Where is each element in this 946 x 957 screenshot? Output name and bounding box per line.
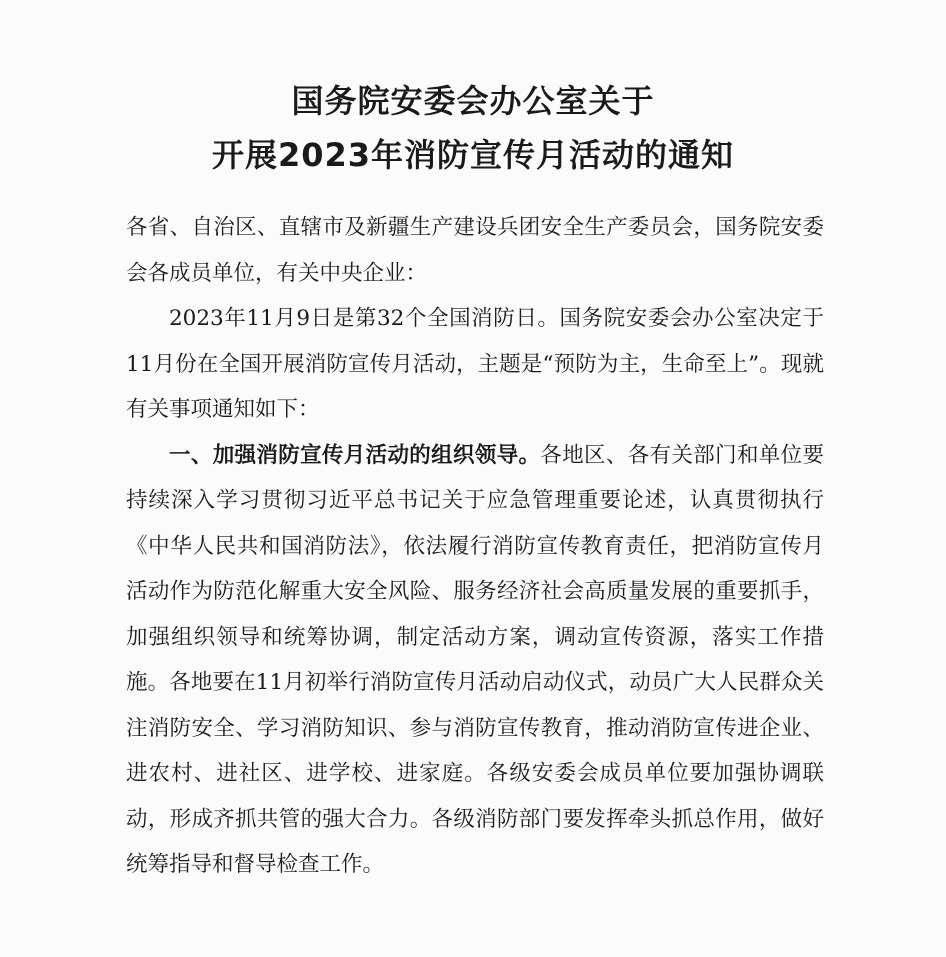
document-title-line-2: 开展2023年消防宣传月活动的通知 [211,136,735,174]
section-1-paragraph [126,433,824,888]
paragraph-intro: 2023年11月9日是第32个全国消防日。国务院安委会办公室决定于11月份在全国开展消防宣传月活动，主题是“预防为主，生命至上”。现就有关事项通知如下： [126,306,824,422]
salutation: 各省、自治区、直辖市及新疆生产建设兵团安全生产委员会，国务院安委会各成员单位，有关中央企业： [126,215,824,286]
section-1-text: 各地区、各有关部门和单位要持续深入学习贯彻习近平总书记关于应急管理重要论述，认真贯彻执行《中华人民共和国消防法》，依法履行消防宣传教育责任，把消防宣传月活动作为防范化解重大安全风险、服务经济社会高质量发展的重要抓手，加强组织领导和统筹协调，制定活动方案，调动宣传资源，落实工作措施。各地要在11月初举行消防宣传月活动启动仪式，动员广大人民群众关注消防安全、学习消防知识、参与消防宣传教育，推动消防宣传进企业、进农村、进社区、进学校、进家庭。各级安委会成员单位要加强协调联动，形成齐抓共管的强大合力。各级消防部门要发挥牵头抓总作用，做好统筹指导和督导检查工作。 [126,442,824,877]
document-body [126,205,824,888]
document-title-line-1: 国务院安委会办公室关于 [291,82,655,120]
section-1-heading: 一、加强消防宣传月活动的组织领导。 [169,442,541,468]
